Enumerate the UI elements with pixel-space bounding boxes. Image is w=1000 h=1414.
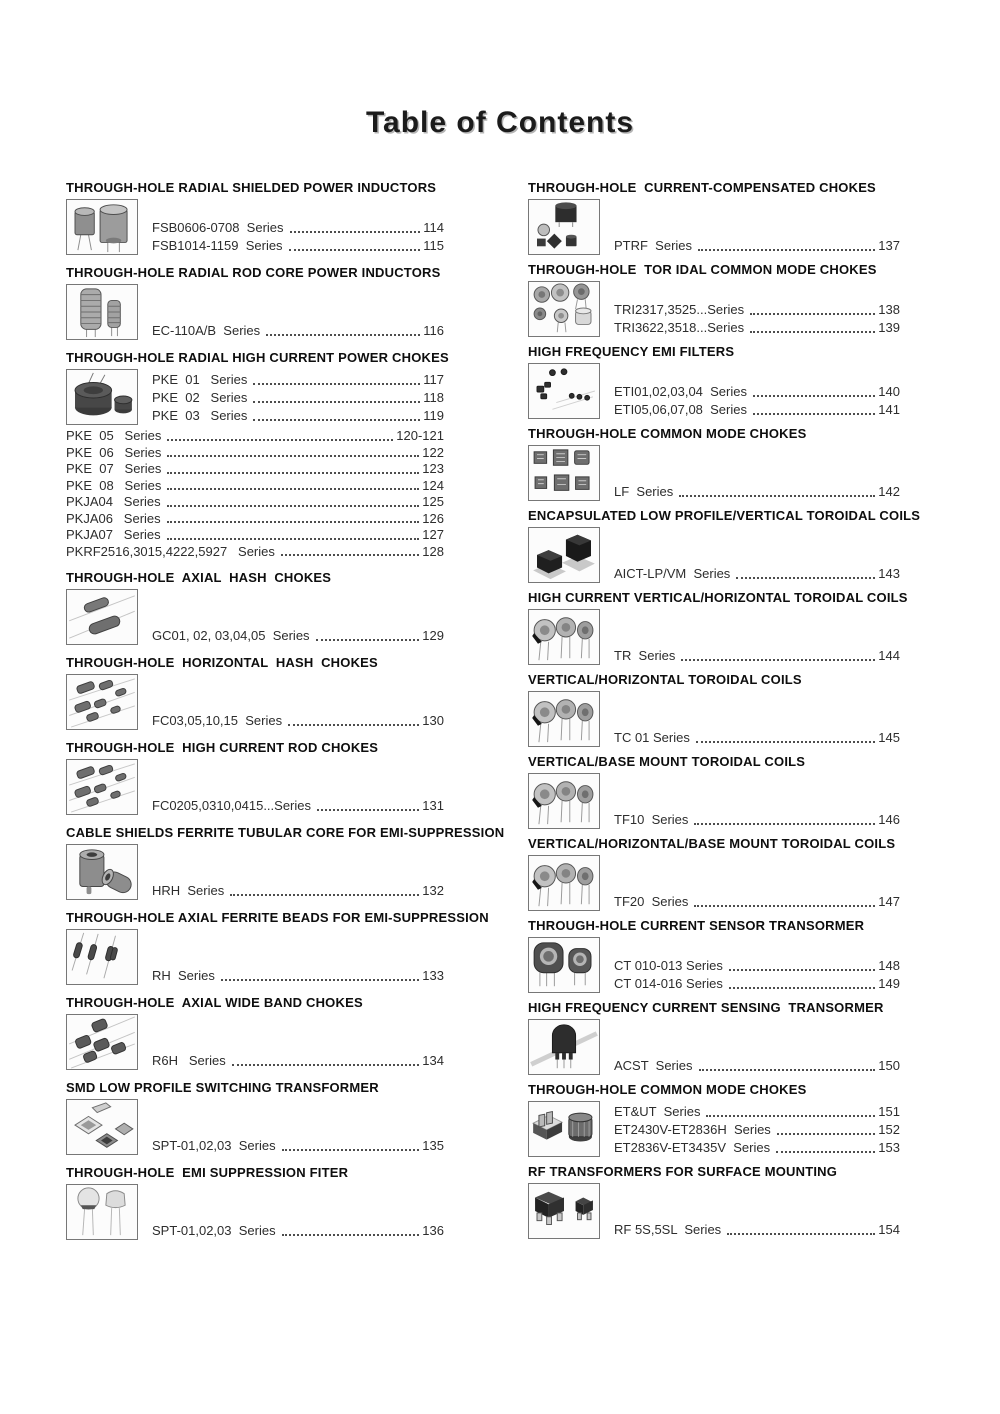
entry-label: CT 014-016 Series bbox=[614, 976, 723, 991]
left-column bbox=[66, 180, 505, 1250]
entry-page-number: 144 bbox=[878, 648, 900, 663]
dot-leader bbox=[288, 724, 419, 726]
dot-leader bbox=[281, 554, 419, 556]
section-body bbox=[66, 589, 444, 645]
high-current-rod-chokes-icon bbox=[66, 759, 138, 815]
toc-section bbox=[66, 350, 449, 560]
section-heading: RF TRANSFORMERS FOR SURFACE MOUNTING bbox=[528, 1164, 838, 1179]
toc-entry[interactable] bbox=[152, 712, 444, 730]
entry-label: AICT-LP/VM Series bbox=[614, 566, 731, 581]
entry-page-number: 124 bbox=[422, 477, 444, 493]
toc-section bbox=[528, 1082, 900, 1157]
entry-label: TF10 Series bbox=[614, 812, 689, 827]
entry-label: ETI05,06,07,08 Series bbox=[614, 402, 747, 417]
entry-page-number: 148 bbox=[878, 958, 900, 973]
entry-label: TRI3622,3518...Series bbox=[614, 320, 745, 335]
dot-leader bbox=[167, 521, 420, 523]
dot-leader bbox=[750, 331, 875, 333]
entry-page-number: 125 bbox=[422, 494, 444, 509]
entry-label: R6H Series bbox=[152, 1053, 226, 1068]
toc-entry[interactable] bbox=[152, 371, 444, 389]
radial-shielded-power-inductors-icon bbox=[66, 199, 138, 255]
entry-label: RH Series bbox=[152, 968, 215, 983]
entry-page-number: 135 bbox=[422, 1138, 444, 1153]
emi-suppression-filter-icon bbox=[66, 1184, 138, 1240]
dot-leader bbox=[253, 401, 420, 403]
dot-leader bbox=[727, 1233, 875, 1235]
toc-entry[interactable] bbox=[66, 494, 444, 511]
horizontal-hash-chokes-icon bbox=[66, 674, 138, 730]
dot-leader bbox=[167, 472, 419, 474]
toc-entry[interactable] bbox=[66, 544, 444, 561]
section-heading: THROUGH-HOLE HORIZONTAL HASH CHOKES bbox=[66, 655, 378, 670]
section-body bbox=[528, 855, 900, 911]
section-entries bbox=[152, 369, 444, 425]
section-heading: HIGH FREQUENCY EMI FILTERS bbox=[528, 344, 735, 359]
dot-leader bbox=[290, 231, 421, 233]
section-body bbox=[528, 1183, 900, 1239]
dot-leader bbox=[167, 439, 393, 441]
dot-leader bbox=[679, 495, 875, 497]
toc-entry[interactable] bbox=[614, 237, 900, 255]
dot-leader bbox=[706, 1115, 875, 1117]
entry-page-number: 146 bbox=[878, 812, 900, 827]
toc-section bbox=[66, 265, 444, 340]
section-entries bbox=[152, 1099, 444, 1155]
entry-page-number: 145 bbox=[878, 730, 900, 745]
section-heading: THROUGH-HOLE RADIAL SHIELDED POWER INDUCTORS bbox=[66, 180, 437, 195]
toc-entry[interactable] bbox=[152, 1222, 444, 1240]
entry-page-number: 127 bbox=[422, 527, 444, 542]
dot-leader bbox=[753, 395, 875, 397]
dot-leader bbox=[750, 313, 875, 315]
section-entries bbox=[614, 1019, 900, 1075]
section-body bbox=[66, 759, 444, 815]
entry-label: PKJA06 Series bbox=[66, 510, 161, 526]
dot-leader bbox=[253, 383, 420, 385]
dot-leader bbox=[699, 1069, 876, 1071]
entry-page-number: 126 bbox=[422, 510, 444, 526]
dot-leader bbox=[289, 249, 421, 251]
section-body bbox=[528, 1019, 900, 1075]
toc-section bbox=[66, 910, 489, 985]
section-entries bbox=[614, 281, 900, 337]
section-entries bbox=[614, 855, 900, 911]
section-body bbox=[528, 937, 900, 993]
dot-leader bbox=[681, 659, 875, 661]
toc-section bbox=[66, 825, 505, 900]
entry-page-number: 114 bbox=[423, 220, 444, 235]
entry-label: ET2430V-ET2836H Series bbox=[614, 1122, 771, 1137]
current-compensated-chokes-icon bbox=[528, 199, 600, 255]
section-heading: THROUGH-HOLE CURRENT-COMPENSATED CHOKES bbox=[528, 180, 876, 195]
dot-leader bbox=[230, 894, 419, 896]
section-entries bbox=[614, 363, 900, 419]
section-heading: VERTICAL/HORIZONTAL/BASE MOUNT TOROIDAL COILS bbox=[528, 836, 896, 851]
toc-section bbox=[528, 180, 900, 255]
section-body bbox=[528, 609, 900, 665]
section-body bbox=[528, 1101, 900, 1157]
entry-label: LF Series bbox=[614, 484, 674, 499]
rf-transformers-icon bbox=[528, 1183, 600, 1239]
entry-label: EC-110A/B Series bbox=[152, 323, 261, 338]
toc-entry[interactable] bbox=[152, 797, 444, 815]
section-body bbox=[528, 445, 900, 501]
entry-page-number: 151 bbox=[878, 1104, 900, 1119]
toc-columns bbox=[0, 180, 1000, 1250]
section-body bbox=[66, 674, 444, 730]
section-body bbox=[528, 691, 900, 747]
entry-label: TR Series bbox=[614, 648, 676, 663]
high-frequency-emi-filters-icon bbox=[528, 363, 600, 419]
toc-entry[interactable] bbox=[614, 729, 900, 747]
section-body bbox=[528, 281, 900, 337]
section-entries bbox=[614, 445, 900, 501]
dot-leader bbox=[167, 488, 419, 490]
toc-entry[interactable] bbox=[614, 957, 900, 975]
toc-entry[interactable] bbox=[614, 319, 900, 337]
section-entries bbox=[614, 773, 900, 829]
toc-section bbox=[66, 180, 444, 255]
toc-entry[interactable] bbox=[152, 1052, 444, 1070]
entry-label: PKE 06 Series bbox=[66, 444, 162, 460]
toc-entry[interactable] bbox=[614, 383, 900, 401]
section-entries bbox=[152, 1014, 444, 1070]
section-heading: HIGH FREQUENCY CURRENT SENSING TRANSORMER bbox=[528, 1000, 884, 1015]
entry-page-number: 153 bbox=[878, 1140, 900, 1155]
section-entries bbox=[614, 691, 900, 747]
toc-entry[interactable] bbox=[614, 483, 900, 501]
entry-page-number: 122 bbox=[422, 444, 444, 460]
toroidal-coils-trio-icon bbox=[528, 609, 600, 665]
entry-label: TC 01 Series bbox=[614, 730, 690, 745]
section-heading: VERTICAL/HORIZONTAL TOROIDAL COILS bbox=[528, 672, 802, 687]
toc-entry[interactable] bbox=[66, 445, 444, 462]
entry-page-number: 118 bbox=[423, 390, 444, 405]
current-sensing-transformer-icon bbox=[528, 1019, 600, 1075]
right-column bbox=[528, 180, 921, 1246]
toc-entry[interactable] bbox=[614, 811, 900, 829]
dot-leader bbox=[729, 987, 875, 989]
entry-page-number: 152 bbox=[878, 1122, 900, 1137]
entry-label: GC01, 02, 03,04,05 Series bbox=[152, 628, 310, 643]
dot-leader bbox=[776, 1151, 875, 1153]
entry-page-number: 143 bbox=[878, 566, 900, 581]
current-sensor-transformer-icon bbox=[528, 937, 600, 993]
dot-leader bbox=[777, 1133, 875, 1135]
page-title: Table of Contents bbox=[365, 106, 635, 139]
entry-label: PKE 03 Series bbox=[152, 408, 248, 423]
toc-entry[interactable] bbox=[66, 511, 444, 528]
section-heading: CABLE SHIELDS FERRITE TUBULAR CORE FOR EMI-SUPPRESSION bbox=[66, 825, 505, 840]
section-entries bbox=[614, 609, 900, 665]
dot-leader bbox=[167, 505, 420, 507]
entry-label: PKJA07 Series bbox=[66, 527, 161, 542]
encapsulated-toroidal-coils-icon bbox=[528, 527, 600, 583]
section-body bbox=[528, 773, 900, 829]
dot-leader bbox=[753, 413, 875, 415]
dot-leader bbox=[317, 809, 419, 811]
entry-page-number: 142 bbox=[878, 484, 900, 499]
entry-page-number: 140 bbox=[878, 384, 900, 399]
section-entries bbox=[614, 199, 900, 255]
section-body bbox=[66, 284, 444, 340]
toc-entry[interactable] bbox=[66, 478, 444, 495]
entry-label: FSB1014-1159 Series bbox=[152, 238, 283, 253]
section-entries bbox=[152, 284, 444, 340]
toc-section bbox=[528, 426, 900, 501]
section-entries bbox=[152, 929, 444, 985]
entry-page-number: 138 bbox=[878, 302, 900, 317]
axial-hash-chokes-icon bbox=[66, 589, 138, 645]
dot-leader bbox=[729, 969, 875, 971]
section-heading: THROUGH-HOLE AXIAL FERRITE BEADS FOR EMI-SUPPRESSION bbox=[66, 910, 489, 925]
toc-entry[interactable] bbox=[152, 627, 444, 645]
section-heading: THROUGH-HOLE TOR IDAL COMMON MODE CHOKES bbox=[528, 262, 877, 277]
section-entries bbox=[614, 527, 900, 583]
entry-label: FSB0606-0708 Series bbox=[152, 220, 284, 235]
section-heading: ENCAPSULATED LOW PROFILE/VERTICAL TOROIDAL COILS bbox=[528, 508, 921, 523]
section-body bbox=[66, 199, 444, 255]
dot-leader bbox=[167, 455, 419, 457]
toc-section bbox=[528, 262, 900, 337]
dot-leader bbox=[167, 538, 420, 540]
entry-page-number: 149 bbox=[878, 976, 900, 991]
section-entries bbox=[614, 1183, 900, 1239]
radial-rod-core-inductors-icon bbox=[66, 284, 138, 340]
toroidal-coils-trio-icon bbox=[528, 691, 600, 747]
section-body bbox=[66, 929, 444, 985]
entry-label: ETI01,02,03,04 Series bbox=[614, 384, 747, 399]
section-body bbox=[528, 363, 900, 419]
toc-section bbox=[66, 655, 444, 730]
toc-entry[interactable] bbox=[614, 401, 900, 419]
section-body bbox=[66, 1014, 444, 1070]
section-heading: THROUGH-HOLE COMMON MODE CHOKES bbox=[528, 1082, 807, 1097]
entry-page-number: 136 bbox=[422, 1223, 444, 1238]
toc-section bbox=[66, 1165, 444, 1240]
section-entries bbox=[614, 937, 900, 993]
entry-page-number: 115 bbox=[423, 238, 444, 253]
toc-entry[interactable] bbox=[614, 1103, 900, 1121]
toc-section bbox=[528, 508, 921, 583]
entry-label: TRI2317,3525...Series bbox=[614, 302, 745, 317]
section-heading: THROUGH-HOLE AXIAL WIDE BAND CHOKES bbox=[66, 995, 363, 1010]
entry-page-number: 132 bbox=[422, 883, 444, 898]
entry-page-number: 116 bbox=[423, 323, 444, 338]
entry-label: PKE 02 Series bbox=[152, 390, 248, 405]
entry-page-number: 154 bbox=[878, 1222, 900, 1237]
section-entries bbox=[152, 199, 444, 255]
toc-entry[interactable] bbox=[152, 407, 444, 425]
dot-leader bbox=[736, 577, 875, 579]
section-heading: THROUGH-HOLE CURRENT SENSOR TRANSORMER bbox=[528, 918, 865, 933]
section-entries bbox=[614, 1101, 900, 1157]
toc-entry[interactable] bbox=[152, 219, 444, 237]
section-body bbox=[66, 369, 444, 425]
entry-label: SPT-01,02,03 Series bbox=[152, 1138, 276, 1153]
dot-leader bbox=[253, 419, 420, 421]
section-body bbox=[66, 844, 444, 900]
entry-label: FC03,05,10,15 Series bbox=[152, 713, 283, 728]
dot-leader bbox=[221, 979, 419, 981]
section-heading: VERTICAL/BASE MOUNT TOROIDAL COILS bbox=[528, 754, 806, 769]
entry-page-number: 134 bbox=[422, 1053, 444, 1068]
toc-section bbox=[66, 995, 444, 1070]
section-entries bbox=[152, 1184, 444, 1240]
dot-leader bbox=[694, 823, 875, 825]
entry-page-number: 137 bbox=[878, 238, 900, 253]
section-body bbox=[528, 527, 900, 583]
section-heading: THROUGH-HOLE EMI SUPPRESSION FITER bbox=[66, 1165, 349, 1180]
common-mode-chokes-icon bbox=[528, 445, 600, 501]
entry-page-number: 139 bbox=[878, 320, 900, 335]
entry-label: PKE 05 Series bbox=[66, 428, 162, 443]
toc-section bbox=[528, 1164, 900, 1239]
entry-page-number: 119 bbox=[423, 408, 444, 423]
toc-section bbox=[66, 740, 444, 815]
toc-entry[interactable] bbox=[614, 975, 900, 993]
section-heading: THROUGH-HOLE HIGH CURRENT ROD CHOKES bbox=[66, 740, 379, 755]
entry-page-number: 128 bbox=[422, 543, 444, 559]
entry-label: PKJA04 Series bbox=[66, 494, 161, 509]
entry-label: PKE 07 Series bbox=[66, 461, 162, 476]
section-body bbox=[66, 1184, 444, 1240]
toc-section bbox=[66, 1080, 444, 1155]
entry-page-number: 120-121 bbox=[396, 428, 444, 443]
toc-entry[interactable] bbox=[152, 882, 444, 900]
dot-leader bbox=[232, 1064, 420, 1066]
section-heading: HIGH CURRENT VERTICAL/HORIZONTAL TOROIDAL COILS bbox=[528, 590, 908, 605]
toc-section bbox=[528, 590, 908, 665]
entry-label: HRH Series bbox=[152, 883, 225, 898]
toc-entry[interactable] bbox=[152, 237, 444, 255]
entry-page-number: 133 bbox=[422, 968, 444, 983]
toroidal-coils-trio-icon bbox=[528, 855, 600, 911]
toc-section bbox=[528, 754, 900, 829]
toroidal-common-mode-chokes-icon bbox=[528, 281, 600, 337]
axial-wide-band-chokes-icon bbox=[66, 1014, 138, 1070]
dot-leader bbox=[694, 905, 875, 907]
toc-entry[interactable] bbox=[614, 1121, 900, 1139]
toc-section bbox=[528, 344, 900, 419]
radial-power-chokes-icon bbox=[66, 369, 138, 425]
toc-entry[interactable] bbox=[152, 389, 444, 407]
section-entries bbox=[152, 674, 444, 730]
entry-label: RF 5S,5SL Series bbox=[614, 1222, 722, 1237]
smd-switching-transformer-icon bbox=[66, 1099, 138, 1155]
toc-entry[interactable] bbox=[614, 893, 900, 911]
section-heading: THROUGH-HOLE RADIAL HIGH CURRENT POWER CHOKES bbox=[66, 350, 449, 365]
toc-entry[interactable] bbox=[152, 1137, 444, 1155]
entry-page-number: 117 bbox=[423, 372, 444, 387]
dot-leader bbox=[282, 1149, 420, 1151]
section-heading: THROUGH-HOLE RADIAL ROD CORE POWER INDUCTORS bbox=[66, 265, 441, 280]
toc-entry[interactable] bbox=[614, 565, 900, 583]
entry-label: PKRF2516,3015,4222,5927 Series bbox=[66, 543, 275, 559]
toc-entry[interactable] bbox=[152, 967, 444, 985]
toc-section bbox=[528, 918, 900, 993]
toc-section bbox=[66, 570, 444, 645]
toroidal-coils-trio-icon bbox=[528, 773, 600, 829]
toc-entry[interactable] bbox=[614, 1221, 900, 1239]
entry-label: PTRF Series bbox=[614, 238, 693, 253]
toc-entry[interactable] bbox=[614, 1057, 900, 1075]
entry-label: TF20 Series bbox=[614, 894, 689, 909]
dot-leader bbox=[282, 1234, 420, 1236]
entry-label: ACST Series bbox=[614, 1058, 693, 1073]
entry-page-number: 129 bbox=[422, 628, 444, 643]
dot-leader bbox=[316, 639, 420, 641]
entry-label: ET2836V-ET3435V Series bbox=[614, 1140, 771, 1155]
toc-entry[interactable] bbox=[614, 301, 900, 319]
section-entries bbox=[152, 589, 444, 645]
entry-page-number: 147 bbox=[878, 894, 900, 909]
entry-label: PKE 01 Series bbox=[152, 372, 248, 387]
section-body bbox=[66, 1099, 444, 1155]
entry-page-number: 141 bbox=[878, 402, 900, 417]
entry-page-number: 150 bbox=[878, 1058, 900, 1073]
dot-leader bbox=[266, 334, 420, 336]
entry-label: PKE 08 Series bbox=[66, 477, 162, 493]
entry-page-number: 130 bbox=[422, 713, 444, 728]
toc-section bbox=[528, 836, 900, 911]
et-common-mode-chokes-icon bbox=[528, 1101, 600, 1157]
section-body bbox=[528, 199, 900, 255]
entry-label: ET&UT Series bbox=[614, 1104, 701, 1119]
entry-label: CT 010-013 Series bbox=[614, 958, 723, 973]
section-heading: THROUGH-HOLE COMMON MODE CHOKES bbox=[528, 426, 807, 441]
section-entries bbox=[152, 759, 444, 815]
dot-leader bbox=[698, 249, 875, 251]
toc-entry[interactable] bbox=[614, 647, 900, 665]
entry-label: FC0205,0310,0415...Series bbox=[152, 798, 311, 813]
entry-page-number: 123 bbox=[422, 461, 444, 476]
section-entries-wide bbox=[66, 428, 444, 560]
ferrite-tubular-core-icon bbox=[66, 844, 138, 900]
toc-section bbox=[528, 1000, 900, 1075]
axial-ferrite-beads-icon bbox=[66, 929, 138, 985]
dot-leader bbox=[696, 741, 875, 743]
section-entries bbox=[152, 844, 444, 900]
toc-entry[interactable] bbox=[614, 1139, 900, 1157]
toc-entry[interactable] bbox=[66, 428, 444, 445]
section-heading: THROUGH-HOLE AXIAL HASH CHOKES bbox=[66, 570, 332, 585]
toc-entry[interactable] bbox=[66, 461, 444, 478]
toc-section bbox=[528, 672, 900, 747]
section-heading: SMD LOW PROFILE SWITCHING TRANSFORMER bbox=[66, 1080, 379, 1095]
entry-page-number: 131 bbox=[422, 798, 444, 813]
toc-entry[interactable] bbox=[66, 527, 444, 544]
toc-entry[interactable] bbox=[152, 322, 444, 340]
entry-label: SPT-01,02,03 Series bbox=[152, 1223, 276, 1238]
